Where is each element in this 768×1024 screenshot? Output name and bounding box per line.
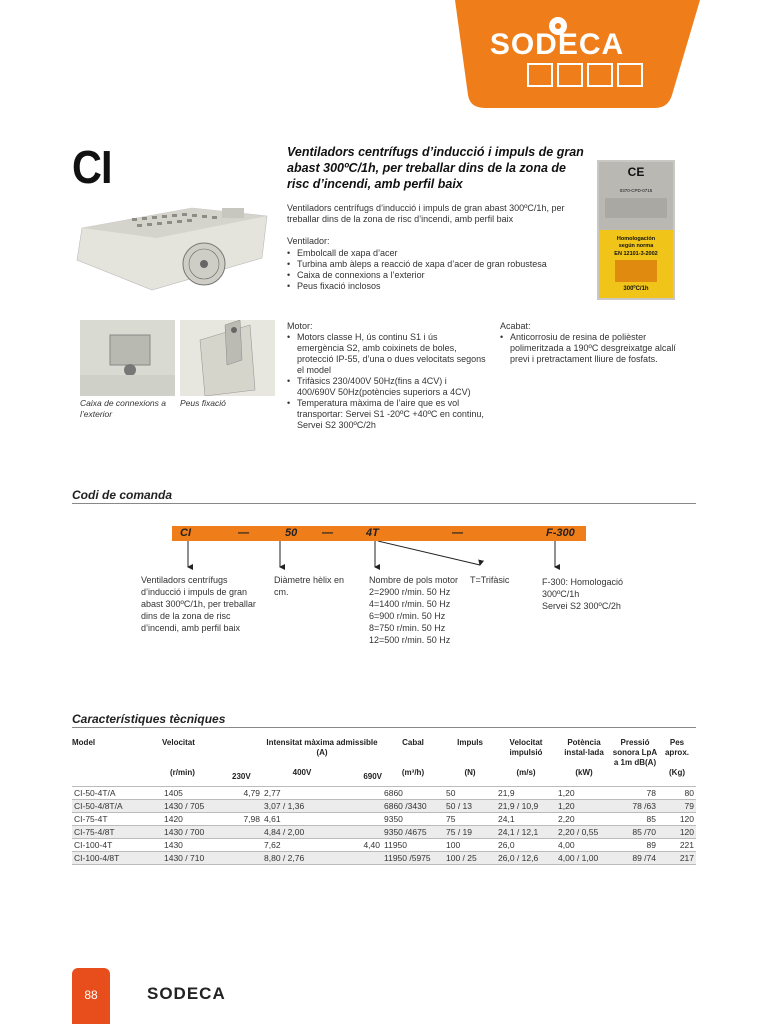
table-cell <box>232 839 262 852</box>
unit-thrust: (N) <box>464 768 476 777</box>
table-cell: 1430 / 710 <box>162 852 232 865</box>
unit-weight: (Kg) <box>669 768 685 777</box>
motor-heading: Motor: <box>287 321 313 331</box>
table-cell: 2,20 <box>556 813 612 826</box>
table-cell: 3,07 / 1,36 <box>262 800 342 813</box>
table-cell: 26,0 <box>496 839 556 852</box>
product-code: CI <box>72 141 112 193</box>
cert-number: 0370-CPD-0715 <box>619 188 653 193</box>
fixing-feet-photo <box>180 320 275 396</box>
list-item: • Peus fixació inclosos <box>287 281 587 292</box>
table-row <box>72 826 696 839</box>
caption-fixing-feet: Peus fixació <box>180 398 226 408</box>
table-cell: CI-50-4T/A <box>72 787 162 800</box>
table-cell: 21,9 / 10,9 <box>496 800 556 813</box>
cert-line1: Homologación <box>616 236 656 242</box>
col-header-speed: Velocitat <box>162 738 195 747</box>
homologation-line: 300ºC/1h <box>542 589 580 599</box>
code-segment-poles: 4T <box>366 527 379 539</box>
table-row <box>72 787 696 800</box>
table-cell: 4,00 / 1,00 <box>556 852 612 865</box>
table-cell: 120 <box>658 813 696 826</box>
table-cell: 24,1 <box>496 813 556 826</box>
unit-velocity: (m/s) <box>516 768 536 777</box>
table-cell <box>342 813 382 826</box>
col-header-thrust: Impuls <box>457 738 483 747</box>
table-cell: 78 <box>612 787 658 800</box>
order-code-heading: Codi de comanda <box>72 488 173 502</box>
list-item: • Motors classe H, ús continu S1 i ús emergència S2, amb coixinets de boles, protecció IP-55, d’una o dues velocitats segons el model <box>287 332 487 376</box>
table-row <box>72 839 696 852</box>
col-header-weight: Pes aprox. <box>664 738 689 757</box>
product-description: Ventiladors centrífugs d’inducció i impuls de gran abast 300ºC/1h, per treballar dins de la zona de risc d’incendi, amb perfil baix <box>287 203 565 224</box>
poles-line: 8=750 r/min. 50 Hz <box>369 623 446 633</box>
order-code-arrows <box>150 541 630 573</box>
col-header-flow: Cabal <box>402 738 424 747</box>
table-cell: 21,9 <box>496 787 556 800</box>
table-cell: 217 <box>658 852 696 865</box>
table-cell: 85 <box>612 813 658 826</box>
table-cell: 221 <box>658 839 696 852</box>
specs-table <box>72 738 696 865</box>
unit-400v: 400V <box>292 768 312 777</box>
code-desc-diameter: Diàmetre hèlix en cm. <box>274 575 345 597</box>
table-cell: 75 / 19 <box>444 826 496 839</box>
table-cell: 4,84 / 2,00 <box>262 826 342 839</box>
table-cell: 1,20 <box>556 787 612 800</box>
certification-label <box>597 160 675 300</box>
table-cell: 89 /74 <box>612 852 658 865</box>
table-cell: 100 / 25 <box>444 852 496 865</box>
cert-line2: según norma <box>618 243 654 249</box>
unit-speed: (r/min) <box>170 768 195 777</box>
footer-logo: SODECA <box>147 984 226 1003</box>
list-item: • Turbina amb àleps a reacció de xapa d’acer de gran robustesa <box>287 259 587 270</box>
table-cell <box>232 826 262 839</box>
ventilador-list <box>287 248 587 292</box>
homologation-line: F-300: Homologació <box>542 577 624 587</box>
list-item: • Anticorrosiu de resina de polièster polimeritzada a 190ºC desgreixatge alcalí previ i pretractament lliure de fosfats. <box>500 332 680 365</box>
table-cell <box>342 787 382 800</box>
table-cell: 6860 <box>382 787 444 800</box>
table-cell: CI-100-4T <box>72 839 162 852</box>
poles-line: 12=500 r/min. 50 Hz <box>369 635 451 645</box>
acabat-heading: Acabat: <box>500 321 531 331</box>
section-divider <box>72 503 696 504</box>
table-cell: 1430 / 705 <box>162 800 232 813</box>
table-row <box>72 813 696 826</box>
poles-line: Nombre de pols motor <box>369 575 459 585</box>
page-number: 88 <box>84 988 98 1002</box>
table-cell: 89 <box>612 839 658 852</box>
unit-flow: (m³/h) <box>401 768 425 777</box>
list-item: • Temperatura màxima de l’aire que es vol transportar: Servei S1 -20ºC +40ºC en continu, Servei S2 300ºC/2h <box>287 398 487 431</box>
code-separator: — <box>238 527 249 539</box>
cert-line3: EN 12101-3-2002 <box>614 251 658 257</box>
table-cell: 1430 <box>162 839 232 852</box>
table-cell: 6860 /3430 <box>382 800 444 813</box>
col-header-velocity: Velocitat impulsió <box>509 738 543 757</box>
table-cell: 85 /70 <box>612 826 658 839</box>
caption-connection-box: Caixa de connexions a l’exterior <box>80 398 167 419</box>
table-cell: CI-75-4T <box>72 813 162 826</box>
unit-230v: 230V <box>232 772 251 781</box>
roof-fan-icon <box>617 63 643 87</box>
table-cell: 78 /63 <box>612 800 658 813</box>
code-segment-model: CI <box>180 527 191 539</box>
list-item: • Trifàsics 230/400V 50Hz(fins a 4CV) i 400/690V 50Hz(potències superiors a 4CV) <box>287 376 487 398</box>
table-cell: 80 <box>658 787 696 800</box>
section-divider <box>72 727 696 728</box>
list-item: • Caixa de connexions a l’exterior <box>287 270 587 281</box>
table-cell: 4,79 <box>232 787 262 800</box>
cert-rating: 300ºC/1h <box>623 286 649 292</box>
poles-line: 6=900 r/min. 50 Hz <box>369 611 446 621</box>
poles-line: 2=2900 r/min. 50 Hz <box>369 587 451 597</box>
code-desc-poles <box>369 574 479 646</box>
unit-power: (kW) <box>575 768 593 777</box>
table-cell: 1,20 <box>556 800 612 813</box>
table-cell: CI-100-4/8T <box>72 852 162 865</box>
table-cell <box>342 800 382 813</box>
table-cell: 79 <box>658 800 696 813</box>
table-cell: CI-75-4/8T <box>72 826 162 839</box>
table-cell: 4,00 <box>556 839 612 852</box>
table-cell: 1430 / 700 <box>162 826 232 839</box>
code-separator: — <box>452 527 463 539</box>
brand-logo: SODECA <box>489 28 625 61</box>
fan-icon <box>527 63 553 87</box>
table-cell: 26,0 / 12,6 <box>496 852 556 865</box>
centrifugal-fan-icon <box>557 63 583 87</box>
table-cell: 11950 /5975 <box>382 852 444 865</box>
table-cell: 7,98 <box>232 813 262 826</box>
col-header-power: Potència instal·lada <box>564 738 604 757</box>
header-banner <box>0 0 768 110</box>
table-cell <box>232 852 262 865</box>
code-desc-homologation <box>542 576 652 612</box>
code-separator: — <box>322 527 333 539</box>
col-header-model: Model <box>72 738 96 747</box>
acabat-list <box>500 332 680 365</box>
code-segment-diameter: 50 <box>285 527 298 539</box>
blower-icon <box>587 63 613 87</box>
connection-box-photo <box>80 320 175 396</box>
table-row <box>72 800 696 813</box>
motor-list <box>287 332 487 431</box>
list-item: • Embolcall de xapa d’acer <box>287 248 587 259</box>
table-cell <box>342 826 382 839</box>
table-cell: 24,1 / 12,1 <box>496 826 556 839</box>
table-cell: CI-50-4/8T/A <box>72 800 162 813</box>
table-cell: 4,40 <box>342 839 382 852</box>
table-cell <box>342 852 382 865</box>
product-photo <box>72 198 272 300</box>
table-cell: 9350 /4675 <box>382 826 444 839</box>
table-cell: 2,20 / 0,55 <box>556 826 612 839</box>
table-cell: 9350 <box>382 813 444 826</box>
table-cell: 8,80 / 2,76 <box>262 852 342 865</box>
table-cell: 1405 <box>162 787 232 800</box>
specs-heading: Característiques tècniques <box>72 712 226 726</box>
col-header-current: Intensitat màxima admissible (A) <box>266 738 378 757</box>
product-subtitle: Ventiladors centrífugs d’inducció i impuls de gran abast 300ºC/1h, per treballar dins de la zona de risc d’incendi, amb perfil baix <box>287 145 584 191</box>
table-cell: 2,77 <box>262 787 342 800</box>
order-code-bar <box>172 526 586 541</box>
table-cell: 120 <box>658 826 696 839</box>
homologation-line: Servei S2 300ºC/2h <box>542 601 621 611</box>
code-desc-phase: T=Trifàsic <box>470 575 510 585</box>
table-cell: 1420 <box>162 813 232 826</box>
code-desc-model: Ventiladors centrífugs d’inducció i impuls de gran abast 300ºC/1h, per treballar dins de la zona de risc d’incendi, amb perfil baix <box>141 575 256 633</box>
table-cell: 50 <box>444 787 496 800</box>
poles-line: 4=1400 r/min. 50 Hz <box>369 599 451 609</box>
unit-690v: 690V <box>363 772 382 781</box>
code-segment-homologation: F-300 <box>546 527 575 539</box>
col-header-pressure: Pressió sonora LpA a 1m dB(A) <box>612 738 658 767</box>
table-cell: 7,62 <box>262 839 342 852</box>
table-cell: 50 / 13 <box>444 800 496 813</box>
ventilador-heading: Ventilador: <box>287 236 330 246</box>
table-cell: 100 <box>444 839 496 852</box>
ce-mark: CE <box>627 165 645 179</box>
table-cell: 11950 <box>382 839 444 852</box>
table-cell <box>232 800 262 813</box>
table-cell: 75 <box>444 813 496 826</box>
table-row <box>72 852 696 865</box>
table-cell: 4,61 <box>262 813 342 826</box>
